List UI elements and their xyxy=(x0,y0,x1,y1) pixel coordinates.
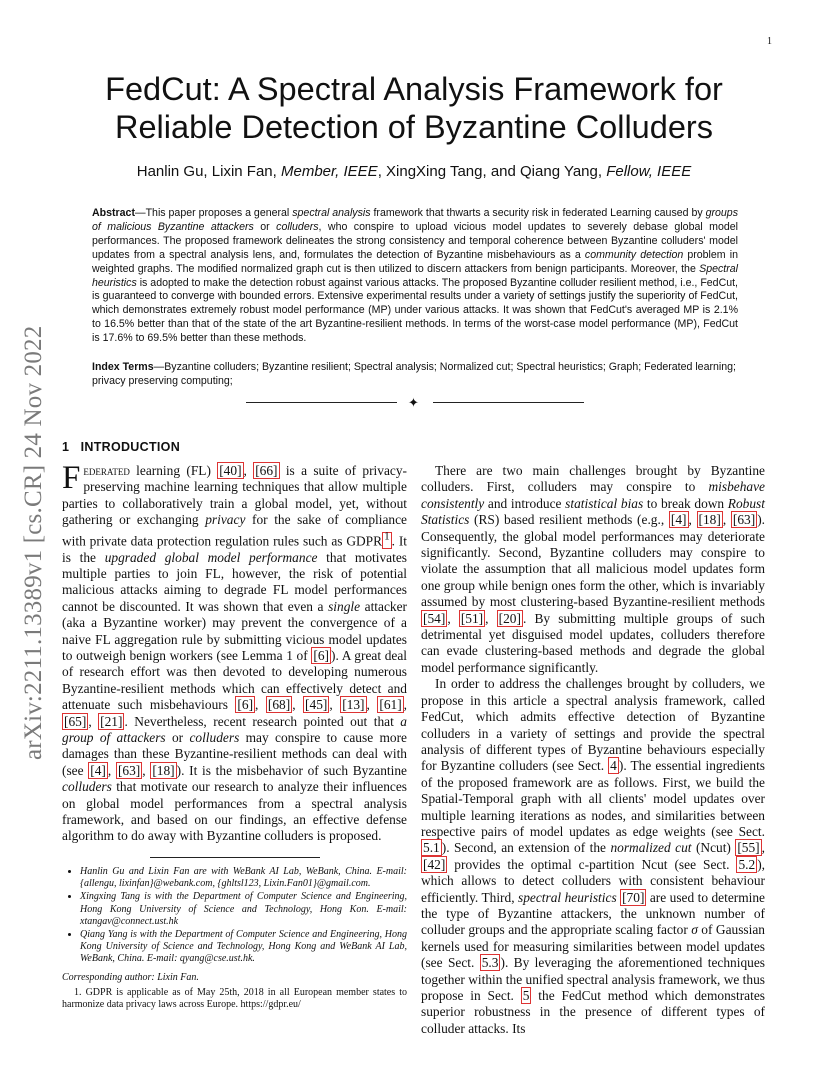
citation-link[interactable]: [54] xyxy=(423,610,446,626)
citation-link[interactable]: [65] xyxy=(64,713,87,729)
section-link[interactable]: 5 xyxy=(522,988,530,1003)
divider-line-right xyxy=(433,402,584,403)
corresponding-author: Corresponding author: Lixin Fan. xyxy=(62,972,199,983)
citation-link[interactable]: [18] xyxy=(152,762,175,778)
citation-link[interactable]: [20] xyxy=(498,610,521,626)
affiliation-list xyxy=(62,866,407,967)
citation-link[interactable]: [61] xyxy=(379,697,402,713)
citation-link[interactable]: [18] xyxy=(698,512,721,528)
drop-cap: F xyxy=(62,460,81,496)
section-link[interactable]: 5.2 xyxy=(738,856,756,872)
title-line-1: FedCut: A Spectral Analysis Framework for xyxy=(105,71,723,107)
divider-line-left xyxy=(246,402,397,403)
section-heading xyxy=(62,440,180,454)
body-column-right xyxy=(421,463,765,1037)
intro-paragraph-3: In order to address the challenges brought by colluders, we propose in this article a spectral analysis framework, called FedCut, which admits effective detection of Byzantine colluders in a variety of settings and provide the spectral analysis of different types of Byzantine behaviours especially for Byzantine colluders (see Sect. 4 ). The essential ingredients of the proposed framework are as follows. First, we build the Spatial-Temporal graph with all clients' model updates over multiple learning iterations as nodes, and similarities between respective pairs of model updates as edge weights (see Sect. 5.1 ). Second, an extension of the normalized cut (Ncut) [55] , [42] provides the optimal c-partition Ncut (see Sect. 5.2 ), which allows to detect colluders with consistent behaviour efficiently. Third, spectral heuristics [70] are used to determine the type of Byzantine attackers, the unknown number of colluder groups and the appropriate scaling factor σ of Gaussian kernels used for measuring similarities between model updates (see Sect. 5.3 ). By leveraging the aforementioned techniques together within the unified spectral analysis framework, we thus propose in Sect. 5 the FedCut method which demonstrates superior robustness in the presence of different types of colluder attacks. Its xyxy=(421,676,765,1036)
citation-link[interactable]: [42] xyxy=(423,856,446,872)
page-number: 1 xyxy=(767,36,772,47)
section-link[interactable]: 5.1 xyxy=(423,840,440,856)
index-terms xyxy=(92,361,738,389)
citation-link[interactable]: [6] xyxy=(237,697,254,713)
citation-link[interactable]: [63] xyxy=(732,512,756,528)
citation-link[interactable]: [13] xyxy=(342,697,365,713)
citation-link[interactable]: [63] xyxy=(117,762,141,778)
citation-link[interactable]: [68] xyxy=(267,697,291,713)
citation-link[interactable]: [51] xyxy=(460,610,484,626)
footnote-gdpr: 1. GDPR is applicable as of May 25th, 2018 in all European member states to harmonize data privacy laws across Europe. https://gdpr.eu/ xyxy=(62,987,407,1011)
abstract-label: Abstract xyxy=(92,207,135,219)
title-line-2: Reliable Detection of Byzantine Colluders xyxy=(115,109,713,145)
divider-diamond-icon: ✦ xyxy=(408,395,419,410)
section-title: INTRODUCTION xyxy=(80,440,181,454)
affiliation-item: • Qiang Yang is with the Department of Computer Science and Engineering, Hong Kong University of Science and Technology, Hong Kong and WeBank AI Lab, WeBank, China. E-mail: qyang@cse.ust.hk. xyxy=(80,929,407,966)
citation-link[interactable]: [70] xyxy=(622,889,645,905)
author-list: Hanlin Gu, Lixin Fan, Member, IEEE, XingXing Tang, and Qiang Yang, Fellow, IEEE xyxy=(136,163,692,180)
section-divider xyxy=(246,397,584,409)
section-number: 1 xyxy=(62,440,70,454)
citation-link[interactable]: [45] xyxy=(305,697,328,713)
affiliation-item: • Hanlin Gu and Lixin Fan are with WeBank AI Lab, WeBank, China. E-mail: {allengu, lixinfan}@webank.com, {ghltsl123, Lixin.Fan01}@gmail.com. xyxy=(80,866,407,890)
arxiv-identifier[interactable]: arXiv:2211.13389v1 [cs.CR] 24 Nov 2022 xyxy=(20,325,47,760)
citation-link[interactable]: [4] xyxy=(90,762,106,778)
footnote-divider xyxy=(150,857,320,858)
citation-link[interactable]: [4] xyxy=(670,512,687,528)
section-link[interactable]: 4 xyxy=(610,758,617,774)
intro-paragraph-2: There are two main challenges brought by Byzantine colluders. First, colluders may conspire to misbehave consistently and introduce statistical bias to break down Robust Statistics (RS) based resilient methods (e.g., [4] , [18] , [63] ). Consequently, the global model performances may deteriorate significantly. Second, Byzantine colluders may conspire to violate the assumption that all malicious model updates form one group while benign ones form the other, which is invariably assumed by most clustering-based Byzantine-resilient methods [54] , [51] , [20] . By submitting multiple groups of such detrimental yet disguised model updates, colluders therefore can evade clustering-based methods and degrade the global model performance significantly. xyxy=(421,463,765,675)
citation-link[interactable]: [40] xyxy=(219,463,242,478)
body-column-left xyxy=(62,460,408,845)
section-link[interactable]: 5.3 xyxy=(481,955,499,971)
footnote-link[interactable]: 1 xyxy=(382,532,392,549)
intro-paragraph-1: Federated learning (FL) [40] , [66] is a suite of privacy-preserving machine learning techniques that allow multiple parties to collaboratively train a global model, yet, without gathering or exchanging privacy for the sake of compliance with private data protection regulation rules such as GDPR $^1$ . It is the upgraded global model performance that motivates multiple parties to join FL, however, the risk of potential malicious attacks aiming to degrade FL model performances cannot be discounted. It was shown that even a single attacker (aka a Byzantine worker) may prevent the convergence of a naive FL aggregation rule by submitting vicious model updates to outweigh benign workers (see Lemma 1 of [6] ). A great deal of research effort was then devoted to developing numerous Byzantine-resilient methods which can effectively detect and attenuate such misbehaviours [6] , [68] , [45] , [13] , [61] , [65] , [21] . Nevertheless, recent research pointed out that a group of attackers or colluders may conspire to cause more damages than these Byzantine-resilient methods can deal with (see [4] , [63] , [18] ). It is the misbehavior of such Byzantine colluders that motivate our research to analyze their influences on global model performances from a spectral analysis framework, and based on our findings, an effective defense algorithm to do away with Byzantine colluders is proposed. xyxy=(62,460,408,844)
index-terms-label: Index Terms xyxy=(92,361,154,373)
paper-title xyxy=(60,70,768,146)
citation-link[interactable]: [21] xyxy=(100,713,123,729)
affiliation-item: • Xingxing Tang is with the Department of Computer Science and Engineering, Hong Kong University of Science and Technology, Hong Kon. E-mail: xtangav@connect.ust.hk xyxy=(80,891,407,928)
citation-link[interactable]: [66] xyxy=(255,463,278,478)
index-terms-text: —Byzantine colluders; Byzantine resilient; Spectral analysis; Normalized cut; Spectral heuristics; Graph; Federated learning; privacy preserving computing; xyxy=(92,361,736,387)
abstract: Abstract—This paper proposes a general spectral analysis framework that thwarts a security risk in federated Learning caused by groups of malicious Byzantine attackers or colluders, who conspire to upload vicious model updates to severely debase global model performances. The proposed framework delineates the strong consistency and temporal coherence between Byzantine colluders' model updates from a spectral analysis lens, and, formulates the detection of Byzantine misbehaviours as a community detection problem in weighted graphs. The modified normalized graph cut is then utilized to discern attackers from benign participants. Moreover, the Spectral heuristics is adopted to make the detection robust against various attacks. The proposed Byzantine colluder resilient method, i.e., FedCut, is guaranteed to converge with bounded errors. Extensive experimental results under a variety of settings justify the superiority of FedCut, which demonstrates extremely robust model performance (MP) under various attacks. It was shown that FedCut's averaged MP is 2.1% to 16.5% better than that of the state of the art Byzantine-resilient methods. In terms of the worst-case model performance (MP), FedCut is 17.6% to 69.5% better than these methods. xyxy=(92,207,739,345)
citation-link[interactable]: [6] xyxy=(313,647,329,663)
citation-link[interactable]: [55] xyxy=(737,840,760,856)
